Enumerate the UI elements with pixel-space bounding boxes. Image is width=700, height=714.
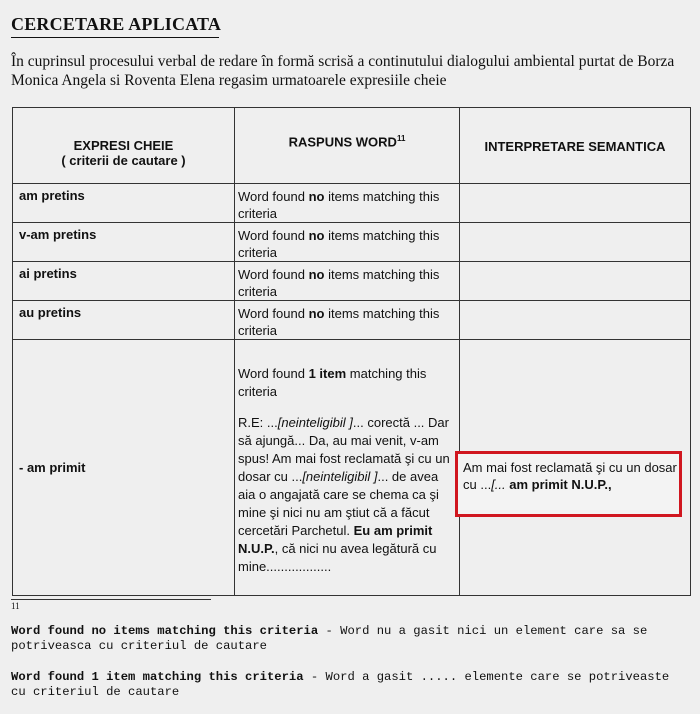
keyword-cell: ai pretins (13, 262, 235, 301)
response-cell: Word found no items matching this criteria (235, 301, 460, 340)
header-keywords (13, 108, 235, 184)
table-row (13, 184, 691, 223)
interpretation-cell (460, 262, 691, 301)
response-cell: Word found no items matching this criteria (235, 184, 460, 223)
highlighted-interpretation: Am mai fost reclamată şi cu un dosar cu ...[... am primit N.U.P., (455, 451, 682, 517)
header-keywords-title: EXPRESI CHEIE (73, 137, 174, 153)
interpretation-cell (460, 301, 691, 340)
interpretation-cell (460, 184, 691, 223)
page-title: CERCETARE APLICATA (11, 14, 222, 34)
keyword-table (12, 107, 691, 596)
footnote-ref: 11 (396, 134, 406, 143)
response-cell: Word found no items matching this criteria (235, 223, 460, 262)
intro-paragraph: În cuprinsul procesului verbal de redare în formă scrisă a continutului dialogului ambiental purtat de Borza Monica Angela si Roventa Elena regasim urmatoarele expresiile cheie (11, 53, 675, 89)
footnote-note: Word found no items matching this criteria - Word nu a gasit nici un element care sa se potriveasca cu criteriul de cautare (11, 624, 648, 653)
header-semantic-label: INTERPRETARE SEMANTICA (484, 139, 666, 154)
header-word-response-label: RASPUNS WORD (288, 134, 397, 150)
header-keywords-subtitle: ( criterii de cautare ) (61, 152, 186, 168)
response-cell: Word found 1 item matching this criteria R.E: ...[neinteligibil ]... corectă ... Dar să ajungă... Da, au mai venit, v-am spus! Am mai fost reclamată şi cu un dosar cu ...[neinteligibil ]... de avea aia o angajată care se chema ca şi mine şi nici nu am ştiut că a făcut cercetări Parchetul. Eu am primit N.U.P., că nici nu avea legătură cu mine.................. (235, 340, 460, 596)
header-semantic (460, 108, 691, 184)
keyword-cell: am pretins (13, 184, 235, 223)
table-row (13, 223, 691, 262)
footnote-note: Word found 1 item matching this criteria - Word a gasit ..... elemente care se potriveaste cu criteriul de cautare (11, 670, 670, 699)
footnote-number: 11 (11, 601, 20, 611)
keyword-cell: au pretins (13, 301, 235, 340)
table-row (13, 262, 691, 301)
title-underline (11, 37, 219, 38)
header-word-response (235, 108, 460, 184)
dialogue-quote: R.E: ...[neinteligibil ]... corectă ... Dar să ajungă... Da, au mai venit, v-am spus! Am mai fost reclamată şi cu un dosar cu ...[neinteligibil ]... de avea aia o angajată care se chema ca şi mine şi nici nu am ştiut că a făcut cercetări Parchetul. Eu am primit N.U.P., că nici nu avea legătură cu mine.................. (238, 415, 450, 574)
interpretation-cell (460, 223, 691, 262)
response-cell: Word found no items matching this criteria (235, 262, 460, 301)
table-header-row (13, 108, 691, 184)
table-row (13, 301, 691, 340)
footnote-rule (11, 599, 211, 600)
keyword-cell: - am primit (13, 340, 235, 596)
keyword-cell: v-am pretins (13, 223, 235, 262)
